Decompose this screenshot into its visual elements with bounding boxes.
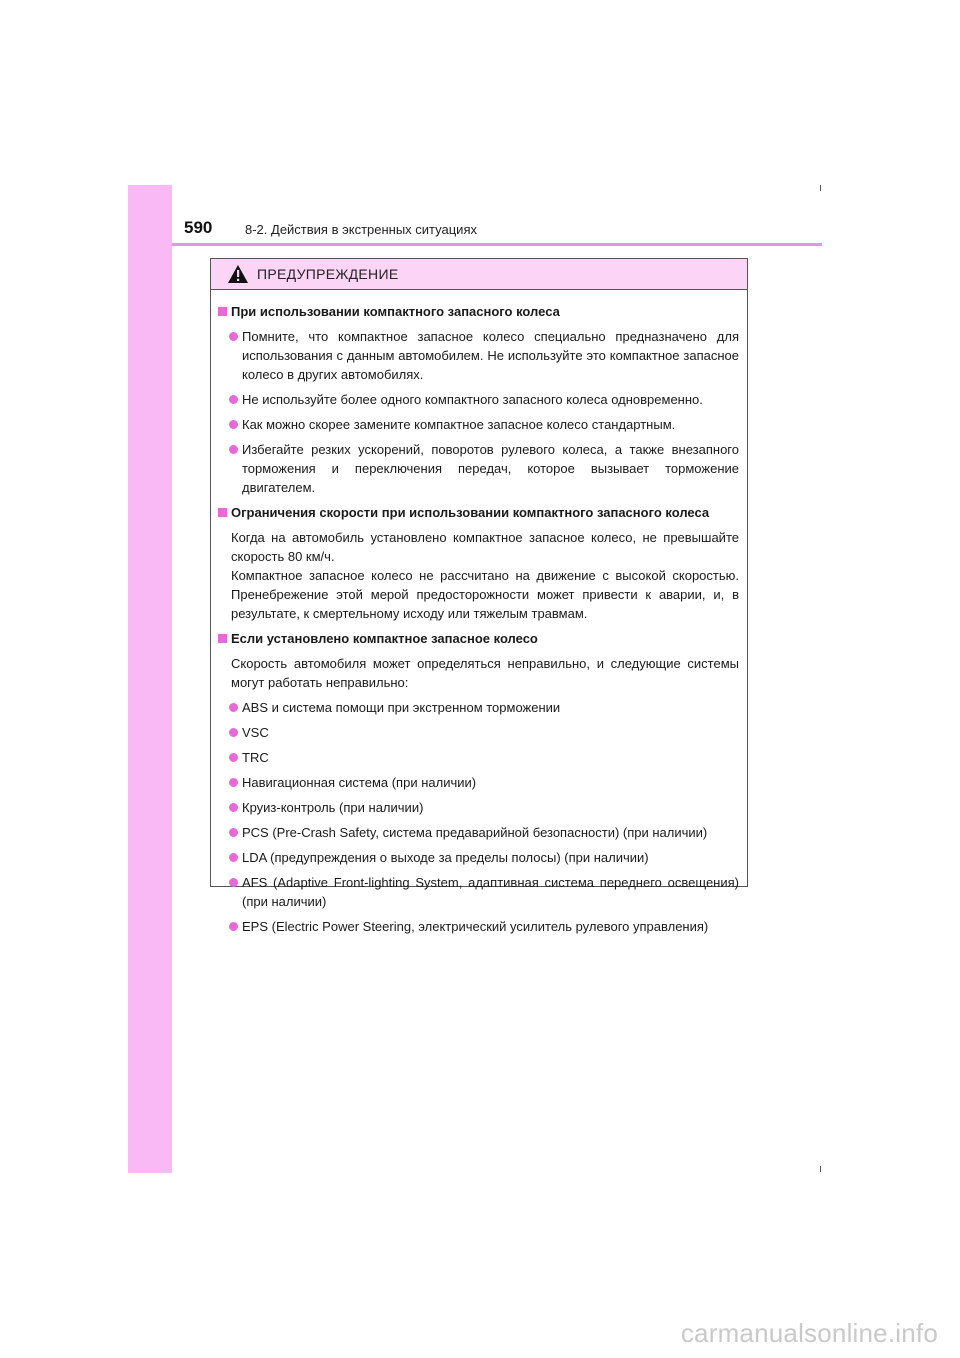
section-title: 8-2. Действия в экстренных ситуациях	[245, 222, 477, 237]
bullet-item: Навигационная система (при наличии)	[218, 773, 739, 792]
bullet-item: TRC	[218, 748, 739, 767]
bullet-item: Помните, что компактное запасное колесо специально предназначено для использования с данным автомобилем. Не используйте это компактное запасное колесо в других автомобилях.	[218, 327, 739, 384]
bullet-item: LDA (предупреждения о выходе за пределы полосы) (при наличии)	[218, 848, 739, 867]
bullet-item: VSC	[218, 723, 739, 742]
warning-header	[211, 259, 747, 290]
side-color-band	[128, 185, 172, 1173]
section-heading: При использовании компактного запасного колеса	[218, 302, 739, 321]
crop-mark	[820, 185, 821, 191]
section-heading: Ограничения скорости при использовании компактного запасного колеса	[218, 503, 739, 522]
bullet-item: ABS и система помощи при экстренном торможении	[218, 698, 739, 717]
bullet-item: Не используйте более одного компактного запасного колеса одновременно.	[218, 390, 739, 409]
paragraph: Когда на автомобиль установлено компактное запасное колесо, не превышайте скорость 80 км/ч.	[231, 530, 739, 564]
page-number: 590	[184, 218, 213, 237]
warning-title: ПРЕДУПРЕЖДЕНИЕ	[257, 266, 399, 282]
header-rule	[172, 243, 822, 246]
bullet-item: Круиз-контроль (при наличии)	[218, 798, 739, 817]
warning-box	[210, 258, 748, 934]
bullet-item: PCS (Pre-Crash Safety, система предаварийной безопасности) (при наличии)	[218, 823, 739, 842]
paragraph: Компактное запасное колесо не рассчитано на движение с высокой скоростью. Пренебрежение этой мерой предосторожности может привести к аварии, и, в результате, к смертельному исходу или тяжелым травмам.	[231, 568, 739, 621]
crop-mark	[820, 1166, 821, 1172]
bullet-item: EPS (Electric Power Steering, электрический усилитель рулевого управления)	[218, 917, 739, 936]
section-heading: Если установлено компактное запасное колесо	[218, 629, 739, 648]
bullet-item: Как можно скорее замените компактное запасное колесо стандартным.	[218, 415, 739, 434]
watermark: carmanualsonline.info	[680, 1318, 938, 1348]
bullet-item: Избегайте резких ускорений, поворотов рулевого колеса, а также внезапного торможения и переключения передач, которое вызывает торможение двигателем.	[218, 440, 739, 497]
bullet-item: AFS (Adaptive Front-lighting System, адаптивная система переднего освещения) (при наличии)	[218, 873, 739, 911]
warning-triangle-icon	[227, 264, 249, 284]
warning-body	[211, 290, 747, 936]
paragraph: Скорость автомобиля может определяться неправильно, и следующие системы могут работать неправильно:	[231, 656, 739, 690]
